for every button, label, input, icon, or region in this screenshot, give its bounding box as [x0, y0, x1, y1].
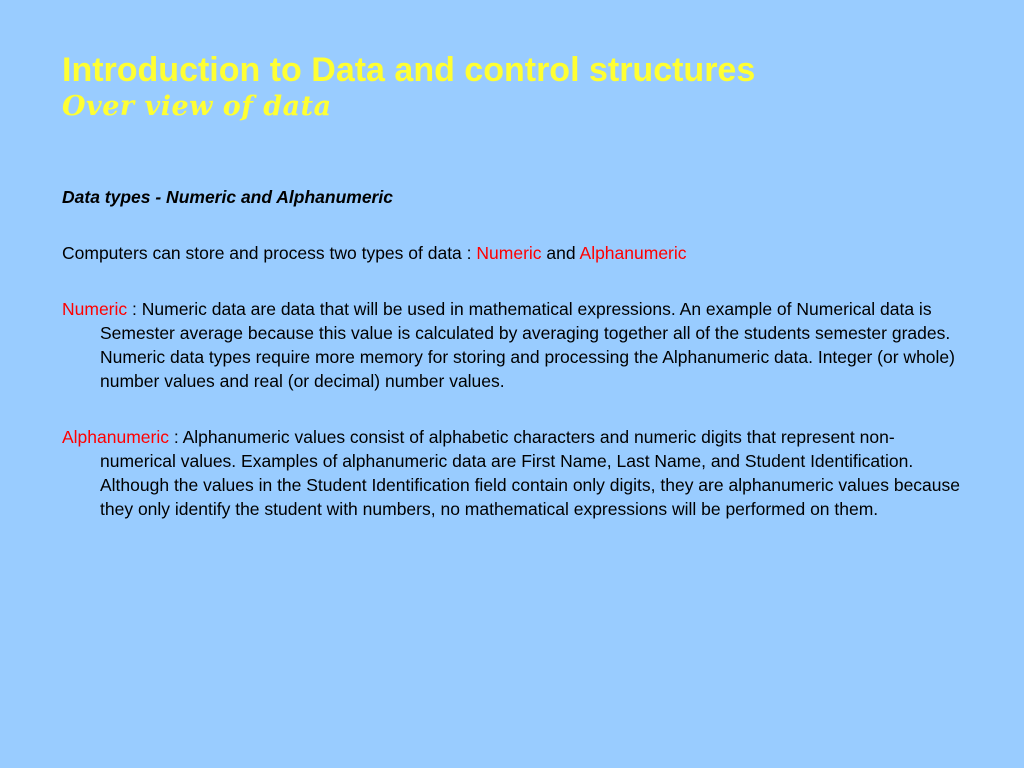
slide-title: Introduction to Data and control structures: [62, 51, 756, 89]
intro-term-alphanumeric: Alphanumeric: [579, 243, 687, 263]
numeric-term: Numeric: [62, 299, 128, 319]
alphanumeric-paragraph: [62, 425, 967, 521]
numeric-text: : Numeric data are data that will be used in mathematical expressions. An example of Numerical data is Semester average because this value is calculated by averaging together all of the students semester grades. Numeric data types require more memory for storing and processing the Alphanumeric data. Integer (or whole) number values and real (or decimal) number values.: [100, 299, 955, 391]
slide-body: [62, 185, 967, 553]
intro-paragraph: [62, 241, 967, 265]
intro-text: Computers can store and process two types of data :: [62, 243, 477, 263]
numeric-paragraph: [62, 297, 967, 393]
intro-term-numeric: Numeric: [476, 243, 542, 263]
alphanumeric-term: Alphanumeric: [62, 427, 169, 447]
intro-joiner: and: [541, 243, 580, 263]
title-block: [62, 50, 982, 124]
slide-subtitle: Over view of data: [62, 91, 332, 122]
alphanumeric-text: : Alphanumeric values consist of alphabetic characters and numeric digits that represent non-numerical values. Examples of alphanumeric data are First Name, Last Name, and Student Identification. Although the values in the Student Identification field contain only digits, they are alphanumeric values because they only identify the student with numbers, no mathematical expressions will be performed on them.: [100, 427, 960, 519]
section-subheading: Data types - Numeric and Alphanumeric: [62, 187, 393, 207]
